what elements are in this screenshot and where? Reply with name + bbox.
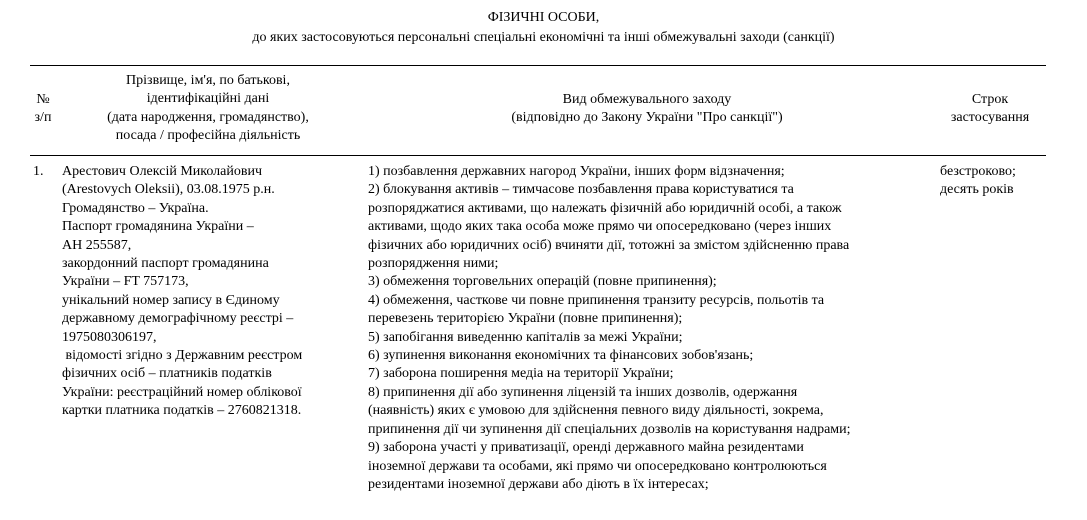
title-line-1: ФІЗИЧНІ ОСОБИ,	[487, 10, 600, 25]
header-person-line: Прізвище, ім'я, по батькові,	[126, 73, 290, 88]
person-line: фізичних осіб – платників податків	[62, 366, 272, 382]
person-line: Громадянство – Україна.	[62, 200, 209, 216]
person-line: АН 255587,	[62, 237, 132, 253]
measure-line: 1) позбавлення державних нагород України, інших форм відзначення;	[368, 164, 785, 179]
measure-line: фізичних або юридичних осіб) вчиняти дії, тотожні за змістом здійсненню права	[368, 237, 850, 253]
header-measure-line: Вид обмежувального заходу	[562, 92, 732, 107]
person-line: Паспорт громадянина України –	[62, 219, 254, 235]
measure-line: 9) заборона участі у приватизації, оренді державного майна резидентами	[368, 440, 804, 456]
row-number: 1.	[33, 164, 44, 179]
header-term-line: застосування	[950, 110, 1030, 126]
sanction-measures	[368, 163, 934, 494]
header-measure	[362, 91, 932, 128]
person-line: України: реєстраційний номер облікової	[62, 384, 302, 400]
table-top-rule	[30, 65, 1046, 66]
header-term	[938, 91, 1042, 128]
person-line: державному демографічному реєстрі –	[62, 311, 294, 327]
measure-line: 3) обмеження торговельних операцій (повне припинення);	[368, 274, 717, 290]
measure-line: розпорядження ними;	[368, 256, 499, 272]
person-line: Арестович Олексій Миколайович	[62, 164, 263, 179]
measure-line: 7) заборона поширення медіа на території України;	[368, 366, 674, 382]
measure-line: перевезень територією України (повне припинення);	[368, 311, 683, 327]
header-measure-line: (відповідно до Закону України "Про санкції")	[511, 110, 783, 126]
measure-line: припинення дії чи зупинення дії спеціальних дозволів на користування надрами;	[368, 421, 851, 437]
person-line: України – FT 757173,	[62, 274, 189, 290]
header-bottom-rule	[30, 155, 1046, 156]
person-line: відомості згідно з Державним реєстром	[62, 348, 303, 364]
measure-line: розпоряджатися активами, що належать фізичній або юридичній особі, а також	[368, 200, 842, 216]
measure-line: резидентами іноземної держави або діють в їх інтересах;	[368, 476, 709, 492]
person-details	[62, 163, 358, 421]
measure-line: 5) запобігання виведенню капіталів за межі України;	[368, 329, 683, 345]
header-term-line: Строк	[971, 92, 1009, 107]
measure-line: 2) блокування активів – тимчасове позбавлення права користуватися та	[368, 182, 794, 198]
measure-line: 4) обмеження, часткове чи повне припинення транзиту ресурсів, польотів та	[368, 292, 825, 308]
person-line: (Arestovych Oleksii), 03.08.1975 р.н.	[62, 182, 275, 198]
person-line: 1975080306197,	[62, 329, 157, 345]
person-line: закордонний паспорт громадянина	[62, 256, 269, 272]
header-person-line: посада / професійна діяльність	[115, 128, 301, 144]
person-line: картки платника податків – 2760821318.	[62, 403, 302, 419]
sanction-term	[940, 163, 1044, 200]
measure-line: іноземної держави та особами, які прямо чи опосередковано контролюються	[368, 458, 827, 474]
header-number	[30, 91, 56, 128]
person-line: унікальний номер запису в Єдиному	[62, 292, 280, 308]
header-number-line: №	[36, 92, 50, 107]
title-line-2: до яких застосовуються персональні спеціальні економічні та інші обмежувальні заходи (санкції)	[252, 30, 835, 45]
measure-line: 6) зупинення виконання економічних та фінансових зобов'язань;	[368, 348, 754, 364]
header-number-line: з/п	[34, 110, 52, 126]
measure-line: (наявність) яких є умовою для здійснення певного виду діяльності, зокрема,	[368, 403, 824, 419]
term-line: десять років	[940, 182, 1014, 198]
measure-line: 8) припинення дії або зупинення ліцензій та інших дозволів, одержання	[368, 384, 798, 400]
term-line: безстроково;	[940, 164, 1016, 179]
header-person-line: (дата народження, громадянство),	[107, 109, 309, 125]
measure-line: активами, щодо яких така особа може прямо чи опосередковано (через інших	[368, 219, 832, 235]
header-person-line: ідентифікаційні дані	[146, 91, 270, 107]
header-person	[62, 72, 354, 146]
